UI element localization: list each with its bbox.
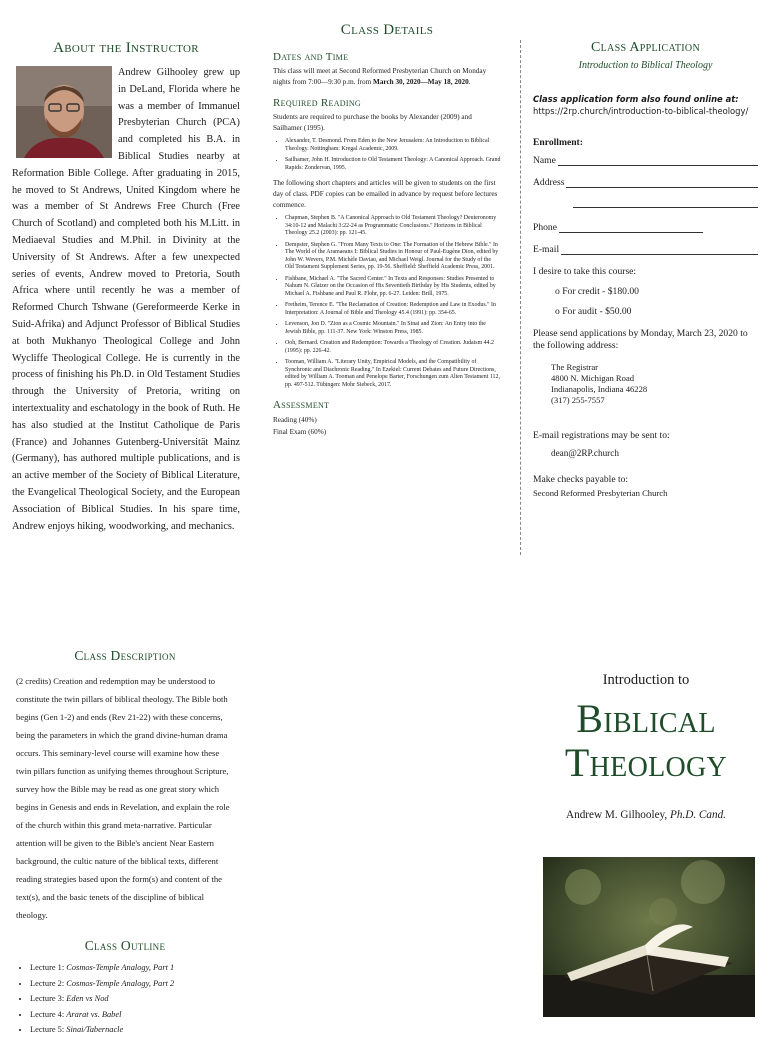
online-info [533, 93, 758, 117]
assessment-item: Reading (40%) [273, 416, 317, 425]
credit-option[interactable]: o For credit - $180.00 [555, 286, 639, 297]
fold-divider [520, 40, 521, 555]
list-item: • Lecture 3: Eden vs Nod [30, 991, 234, 1007]
list-item: • Levenson, Jon D. "Zion as a Cosmic Mountain." In Sinai and Zion: An Entry into the Jewish Bible, pp. 111-37. New York: Winston Press, 1985. [285, 321, 501, 336]
required-books-list [273, 138, 501, 172]
checks-label: Make checks payable to: [533, 474, 629, 485]
checks-value: Second Reformed Presbyterian Church [533, 488, 668, 498]
instructor-photo [16, 66, 112, 158]
cover-panel [534, 672, 758, 821]
list-item: • Sailhamer, John H. Introduction to Old Testament Theology: A Canonical Approach. Grand Rapids: Zondervan, 1995. [285, 157, 501, 172]
application-subtitle: Introduction to Biblical Theology [578, 60, 713, 71]
application-panel [533, 40, 758, 498]
registrar-address: The Registrar 4800 N. Michigan Road Indianapolis, Indiana 46228 (317) 255-7557 [551, 362, 648, 405]
cover-title-line1: Biblical [576, 696, 716, 741]
list-item: • Tooman, William A. "Literary Unity, Empirical Models, and the Compatibility of Synchronic and Diachronic Reading." In Ezekiel: Current Debates and Future Directions, edited by William A. Tooman and Penelope Barter, Forschungen zum Alten Testament 112, pp. 497-512. Tübingen: Mohr Siebeck, 2017. [285, 359, 501, 389]
online-label: Class application form also found online at: [533, 94, 739, 104]
online-url-link[interactable]: https://2rp.church/introduction-to-biblical-theology/ [533, 106, 749, 116]
assessment-heading: Assessment [273, 399, 330, 412]
list-item: • Chapman, Stephen B. "A Canonical Approach to Old Testament Theology? Deuteronomy 34:10-12 and Malachi 3:22-24 as Programmatic Conclusions." Horizons in Biblical Theology 25.2 (2003): pp. 121-45. [285, 215, 501, 238]
list-item: • Dempster, Stephen G. "From Many Texts to One: The Formation of the Hebrew Bible." In The World of the Aramaeans I: Biblical Studies in Honour of Paul-Eugène Dion, edited by John W. Wevers, P.M. Michèle Daviau, and Michael Weigl. Journal for the Study of the Old Testament Supplement Series, pp. 19-56. Sheffield: Sheffield Academic Press, 2001. [285, 242, 501, 272]
articles-intro: The following short chapters and articles will be given to students on the first day of class. PDF copies can be emailed in advance by request before lectures commence. [273, 179, 498, 209]
audit-option[interactable]: o For audit - $50.00 [555, 306, 632, 317]
description-panel [16, 648, 234, 924]
about-panel [12, 40, 240, 535]
outline-panel [16, 938, 234, 1038]
list-item: • Lecture 5: Sinai/Tabernacle [30, 1022, 234, 1038]
send-text: Please send applications by Monday, March 23, 2020 to the following address: [533, 328, 748, 351]
email-label: E-mail registrations may be sent to: [533, 430, 670, 441]
reading-intro: Students are required to purchase the books by Alexander (2009) and Sailhamer (1995). [273, 113, 472, 132]
assessment-item: Final Exam (60%) [273, 428, 327, 437]
dates-range: March 30, 2020—May 18, 2020 [373, 77, 469, 86]
dates-heading: Dates and Time [273, 51, 349, 63]
list-item: • Fishbane, Michael A. "The Sacred Center." In Texts and Responses: Studies Presented to Nahum N. Glatzer on the Occasion of His Seventieth Birthday by His Students, edited by Michael A. Fishbane and Paul R. Flohr, pp. 6-27. Leiden: Brill, 1975. [285, 276, 501, 299]
enrollment-label: Enrollment: [533, 137, 583, 148]
list-item: • Lecture 2: Cosmos-Temple Analogy, Part 2 [30, 976, 234, 992]
list-item: • Fretheim, Terence E. "The Reclamation of Creation: Redemption and Law in Exodus." In Interpretation: A Journal of Bible and Theology 45.4 (1991): pp. 354-65. [285, 302, 501, 317]
reading-heading: Required Reading [273, 97, 361, 110]
cover-intro: Introduction to [602, 672, 690, 688]
lecture-list [16, 960, 234, 1038]
description-heading: Class Description [74, 648, 176, 663]
phone-field[interactable]: Phone [533, 222, 703, 233]
description-text: (2 credits) Creation and redemption may be understood to constitute the twin pillars of biblical theology. The Bible both begins (Gen 1-2) and ends (Rev 21-22) with these concerns, being the parameters in which the grand divine-human drama occurs. This seminary-level course will examine how these twin pillars function as unifying themes throughout Scripture, survey how the Bible may be read as one great story which begins in Genesis and ends in Revelation, and explain the role of the church within this grand meta-narrative. Particular attention will be given to the Bible's ancient Near Eastern background, the cultic nature of the biblical texts, different reading strategies based upon the form(s) and content of the text(s), and the basic tenets of the discipline of biblical theology. [16, 676, 230, 920]
about-bio-text: Andrew Gilhooley grew up in DeLand, Florida where he was a member of Immanuel Presbyterian Church (PCA) and completed his B.A. in Biblical Studies nearby at Reformation Bible College. After graduating in 2015, he moved to St Andrews, United Kingdom where he was a member of St Andrews Free Church (Free Church of Scotland) and completed both his M.Litt. in Mediaeval Studies and M.Phil. in Divinity at the University of St Andrews. After a few unexpected series of events, Andrew moved to Pretoria, South Africa where until recently he was a member of Reformed Church Tshwane (Gereformeerde Kerke in Suid-Afrika) and Adjunct Professor of Biblical Studies at both Mukhanyo Theological College and John Wycliffe Theological College. He is currently in the process of finishing his Ph.D. in Old Testament Studies through the University of Pretoria, writing on intertextuality and eschatology in the book of Ruth. He has also studied at the Institut Catholique de Paris (France) and Johannes Gutenberg-Universität Mainz (Germany), has authored multiple publications, and is an active member of the Society of Biblical Literature, the Evangelical Theological Society, and the European Association of Biblical Studies. In his spare time, Andrew enjoys hiking, woodworking, and mechanics. [12, 67, 240, 532]
list-item: • Lecture 1: Cosmos-Temple Analogy, Part 1 [30, 960, 234, 976]
articles-list [273, 215, 501, 389]
details-panel [273, 22, 501, 438]
desire-label: I desire to take this course: [533, 266, 637, 277]
outline-heading: Class Outline [84, 938, 166, 953]
about-heading: About the Instructor [53, 40, 199, 56]
assessment-list [273, 414, 501, 438]
name-field[interactable]: Name [533, 155, 758, 166]
application-heading: Class Application [591, 40, 700, 55]
about-bio-block [12, 65, 240, 535]
email-link[interactable]: dean@2RP.church [551, 448, 619, 458]
email-field[interactable]: E-mail [533, 244, 758, 255]
cover-title-line2: Theology [564, 740, 728, 785]
list-item: • Alexander, T. Desmond. From Eden to the New Jerusalem: An Introduction to Biblical Theology. Nottingham: Kregal Academic, 2009. [285, 138, 501, 153]
cover-author: Andrew M. Gilhooley, Ph.D. Cand. [566, 809, 726, 821]
bible-photo [543, 857, 755, 1017]
address-field[interactable]: Address [533, 177, 758, 188]
list-item: • Ooh, Bernard. Creation and Redemption: Towards a Theology of Creation. Judaism 44.2 (1995): pp. 226-42. [285, 340, 501, 355]
list-item: • Lecture 4: Ararat vs. Babel [30, 1007, 234, 1023]
details-heading: Class Details [340, 22, 434, 38]
address-field-line2[interactable] [571, 199, 758, 208]
dates-text: This class will meet at Second Reformed Presbyterian Church on Monday nights from 7:00—9:30 p.m. from March 30, 2020—May 18, 2020. [273, 67, 487, 86]
